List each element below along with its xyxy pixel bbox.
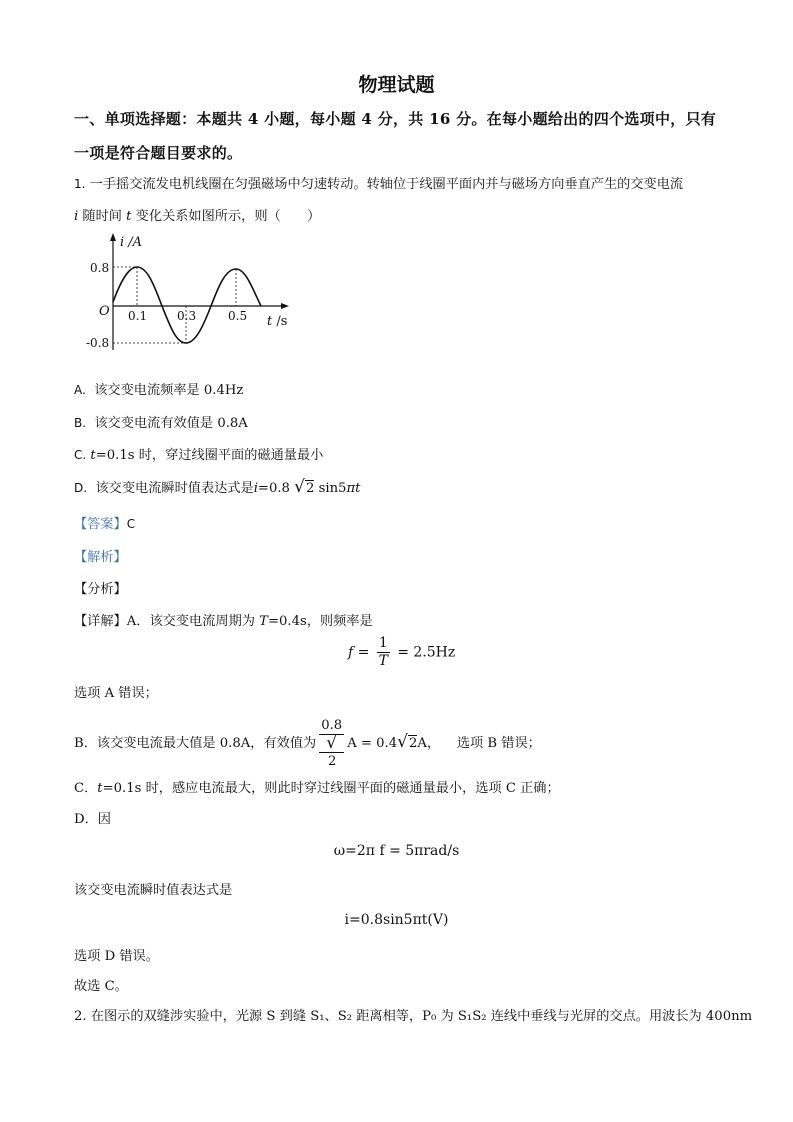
option-d[interactable]: D. 该交变电流瞬时值表达式是i=0.8 √2 sin5πt — [74, 477, 361, 497]
svg-text:-0.8: -0.8 — [86, 336, 110, 350]
conclusion: 故选 C。 — [74, 979, 128, 994]
a-wrong: 选项 A 错误； — [74, 686, 158, 701]
question-number: 1. — [74, 177, 86, 191]
formula-omega: ω=2π f = 5πrad/s — [333, 843, 460, 859]
detail-b-line: B．该交变电流最大值是 0.8A，有效值为 0.8 √ 2 A = 0.4√2A， 选项 B 错误； — [74, 718, 541, 769]
section-heading-line1: 一、单项选择题：本题共 4 小题，每小题 4 分，共 16 分。在每小题给出的四个选项中，只有 — [74, 110, 717, 128]
svg-text:0.8: 0.8 — [90, 261, 110, 275]
current-time-graph — [84, 228, 304, 358]
question-2-stem: 2. 在图示的双缝涉实验中，光源 S 到缝 S₁、S₂ 距离相等，P₀ 为 S₁S₂ 连线中垂线与光屏的交点。用波长为 400nm — [74, 1009, 753, 1024]
page-title: 物理试题 — [358, 74, 435, 96]
option-c[interactable]: C. t=0.1s 时，穿过线圈平面的磁通量最小 — [74, 448, 324, 463]
question-1-stem-line2: i 随时间 t 变化关系如图所示，则（ ） — [74, 209, 321, 224]
detail-a-line: 【详解】A．该交变电流周期为 T=0.4s，则频率是 — [74, 614, 373, 629]
formula-instantaneous: i=0.8sin5πt(V) — [344, 912, 449, 928]
detail-c-line: C．t=0.1s 时，感应电流最大，则此时穿过线圈平面的磁通量最小，选项 C 正确； — [74, 781, 560, 796]
analysis-label: 【解析】 — [74, 550, 127, 565]
answer-line — [74, 513, 135, 532]
svg-text:0.1: 0.1 — [128, 309, 148, 323]
d-wrong: 选项 D 错误。 — [74, 949, 159, 964]
x-axis-arrow-icon — [281, 303, 289, 309]
formula-frequency: f = $\frac{1}{T}$ = 2.5Hz — [348, 635, 456, 669]
question-1-stem-line1: 1. 一手摇交流发电机线圈在匀强磁场中匀速转动。转轴位于线圈平面内并与磁场方向垂直产生的交变电流 — [74, 177, 684, 192]
fenxi-label: 【分析】 — [74, 582, 127, 597]
detail-d-line: D．因 — [74, 812, 111, 827]
svg-text:0.3: 0.3 — [177, 309, 197, 323]
expression-intro: 该交变电流瞬时值表达式是 — [74, 883, 233, 898]
svg-text:t /s: t /s — [267, 314, 288, 329]
section-heading-line2: 一项是符合题目要求的。 — [74, 144, 243, 162]
svg-text:i /A: i /A — [120, 235, 143, 250]
answer-label: 【答案】 — [74, 517, 127, 532]
answer-value: C — [126, 517, 136, 531]
svg-text:O: O — [99, 304, 110, 319]
option-a[interactable]: A. 该交变电流频率是 0.4Hz — [74, 383, 244, 398]
y-axis-arrow-icon — [110, 233, 116, 241]
svg-text:0.5: 0.5 — [228, 309, 248, 323]
option-b[interactable]: B. 该交变电流有效值是 0.8A — [74, 416, 248, 431]
sine-curve — [113, 267, 261, 343]
